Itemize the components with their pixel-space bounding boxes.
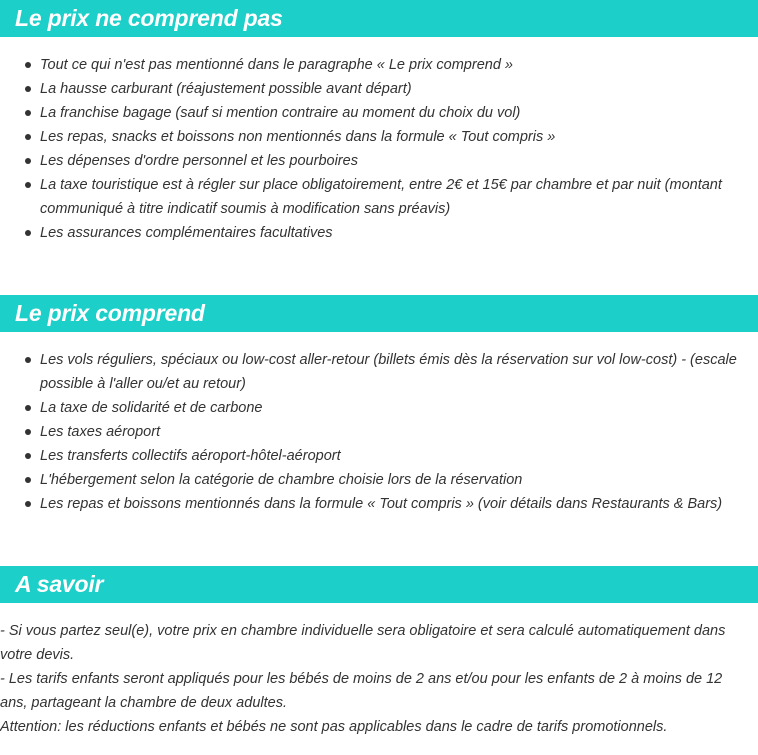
list-item: La hausse carburant (réajustement possible avant départ) <box>0 77 740 101</box>
section-title-a-savoir: A savoir <box>15 571 104 597</box>
list-item: Les taxes aéroport <box>0 420 740 444</box>
list-item: Les transferts collectifs aéroport-hôtel-aéroport <box>0 444 740 468</box>
list-item: Les assurances complémentaires facultatives <box>0 221 740 245</box>
list-included <box>0 348 740 516</box>
list-item: Les repas, snacks et boissons non mentionnés dans la formule « Tout compris » <box>0 125 740 149</box>
a-savoir-text <box>0 619 752 739</box>
section-header-included <box>0 295 758 332</box>
section-title-included: Le prix comprend <box>15 300 205 326</box>
list-item: L'hébergement selon la catégorie de chambre choisie lors de la réservation <box>0 468 740 492</box>
section-title-not-included: Le prix ne comprend pas <box>15 5 283 31</box>
section-header-a-savoir <box>0 566 758 603</box>
list-item: Les dépenses d'ordre personnel et les pourboires <box>0 149 740 173</box>
a-savoir-paragraph: - Si vous partez seul(e), votre prix en chambre individuelle sera obligatoire et sera calculé automatiquement dans votre devis. <box>0 623 726 663</box>
list-item: La taxe de solidarité et de carbone <box>0 396 740 420</box>
a-savoir-paragraph: - Les tarifs enfants seront appliqués pour les bébés de moins de 2 ans et/ou pour les enfants de 2 à moins de 12 ans, partageant la chambre de deux adultes. <box>0 671 723 711</box>
a-savoir-paragraph: Attention: les réductions enfants et bébés ne sont pas applicables dans le cadre de tarifs promotionnels. <box>0 719 668 735</box>
list-item: Les repas et boissons mentionnés dans la formule « Tout compris » (voir détails dans Restaurants & Bars) <box>0 492 740 516</box>
list-item: La taxe touristique est à régler sur place obligatoirement, entre 2€ et 15€ par chambre et par nuit (montant communiqué à titre indicatif soumis à modification sans préavis) <box>0 173 740 221</box>
list-item: Les vols réguliers, spéciaux ou low-cost aller-retour (billets émis dès la réservation sur vol low-cost) - (escale possible à l'aller ou/et au retour) <box>0 348 740 396</box>
list-not-included <box>0 53 740 245</box>
list-item: Tout ce qui n'est pas mentionné dans le paragraphe « Le prix comprend » <box>0 53 740 77</box>
list-item: La franchise bagage (sauf si mention contraire au moment du choix du vol) <box>0 101 740 125</box>
section-header-not-included <box>0 0 758 37</box>
